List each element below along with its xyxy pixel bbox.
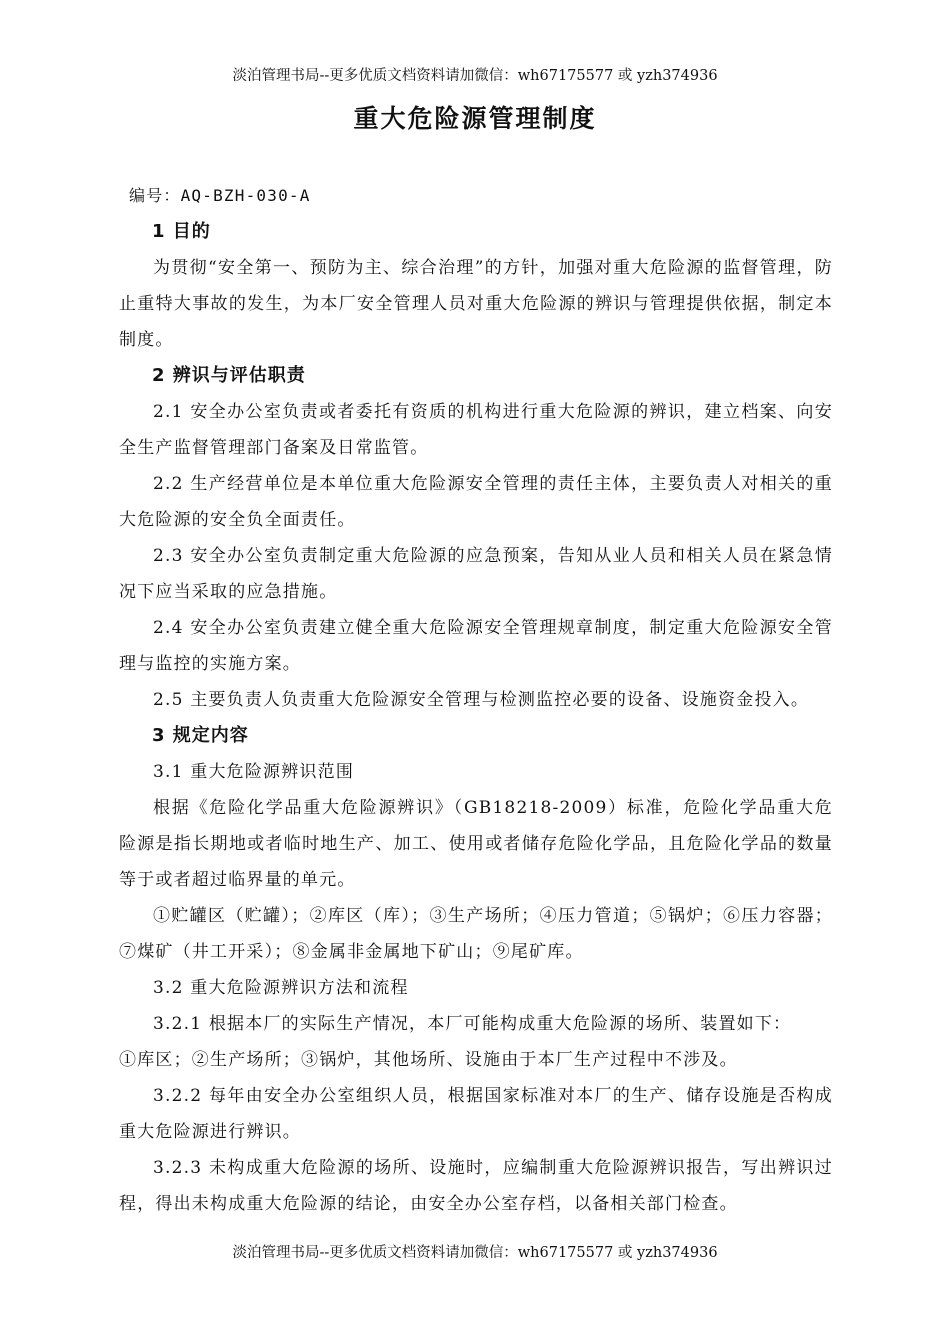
section-2-3-paragraph: 2.3 安全办公室负责制定重大危险源的应急预案，告知从业人员和相关人员在紧急情况下应当采取的应急措施。 bbox=[119, 546, 833, 602]
hazard-source-list: ①贮罐区（贮罐）；②库区（库）；③生产场所；④压力管道；⑤锅炉；⑥压力容器；⑦煤矿（井工开采）；⑧金属非金属地下矿山；⑨尾矿库。 bbox=[119, 906, 833, 962]
section-2-5-paragraph: 2.5 主要负责人负责重大危险源安全管理与检测监控必要的设备、设施资金投入。 bbox=[153, 690, 810, 710]
doc-number: 编号：AQ-BZH-030-A bbox=[129, 186, 311, 205]
section-2-2-paragraph: 2.2 生产经营单位是本单位重大危险源安全管理的责任主体，主要负责人对相关的重大危险源的安全负全面责任。 bbox=[119, 474, 833, 530]
header-note: 淡泊管理书局--更多优质文档资料请加微信：wh67175577 或 yzh374936 bbox=[232, 68, 718, 84]
section-1-paragraph: 为贯彻“安全第一、预防为主、综合治理”的方针，加强对重大危险源的监督管理，防止重特大事故的发生，为本厂安全管理人员对重大危险源的辨识与管理提供依据，制定本制度。 bbox=[119, 258, 833, 350]
section-3-2-subheading: 3.2 重大危险源辨识方法和流程 bbox=[153, 978, 409, 998]
section-3-heading: 3 规定内容 bbox=[152, 725, 249, 746]
section-1-heading: 1 目的 bbox=[152, 221, 211, 242]
section-2-4-paragraph: 2.4 安全办公室负责建立健全重大危险源安全管理规章制度，制定重大危险源安全管理与监控的实施方案。 bbox=[119, 618, 833, 674]
plant-hazard-list: ①库区；②生产场所；③锅炉，其他场所、设施由于本厂生产过程中不涉及。 bbox=[119, 1050, 738, 1070]
section-3-2-1-paragraph: 3.2.1 根据本厂的实际生产情况，本厂可能构成重大危险源的场所、装置如下： bbox=[153, 1014, 792, 1034]
page-title: 重大危险源管理制度 bbox=[353, 104, 597, 133]
section-3-2-2-paragraph: 3.2.2 每年由安全办公室组织人员，根据国家标准对本厂的生产、储存设施是否构成重大危险源进行辨识。 bbox=[119, 1086, 833, 1142]
section-3-1-paragraph: 根据《危险化学品重大危险源辨识》（GB18218-2009）标准，危险化学品重大危险源是指长期地或者临时地生产、加工、使用或者储存危险化学品，且危险化学品的数量等于或者超过临界量的单元。 bbox=[119, 798, 833, 890]
section-2-1-paragraph: 2.1 安全办公室负责或者委托有资质的机构进行重大危险源的辨识，建立档案、向安全生产监督管理部门备案及日常监管。 bbox=[119, 402, 833, 458]
document-body bbox=[119, 178, 833, 1222]
section-3-2-3-paragraph: 3.2.3 未构成重大危险源的场所、设施时，应编制重大危险源辨识报告，写出辨识过程，得出未构成重大危险源的结论，由安全办公室存档，以备相关部门检查。 bbox=[119, 1158, 833, 1214]
section-2-heading: 2 辨识与评估职责 bbox=[152, 365, 306, 386]
footer-note: 淡泊管理书局--更多优质文档资料请加微信：wh67175577 或 yzh374936 bbox=[232, 1245, 718, 1261]
section-3-1-subheading: 3.1 重大危险源辨识范围 bbox=[153, 762, 355, 782]
